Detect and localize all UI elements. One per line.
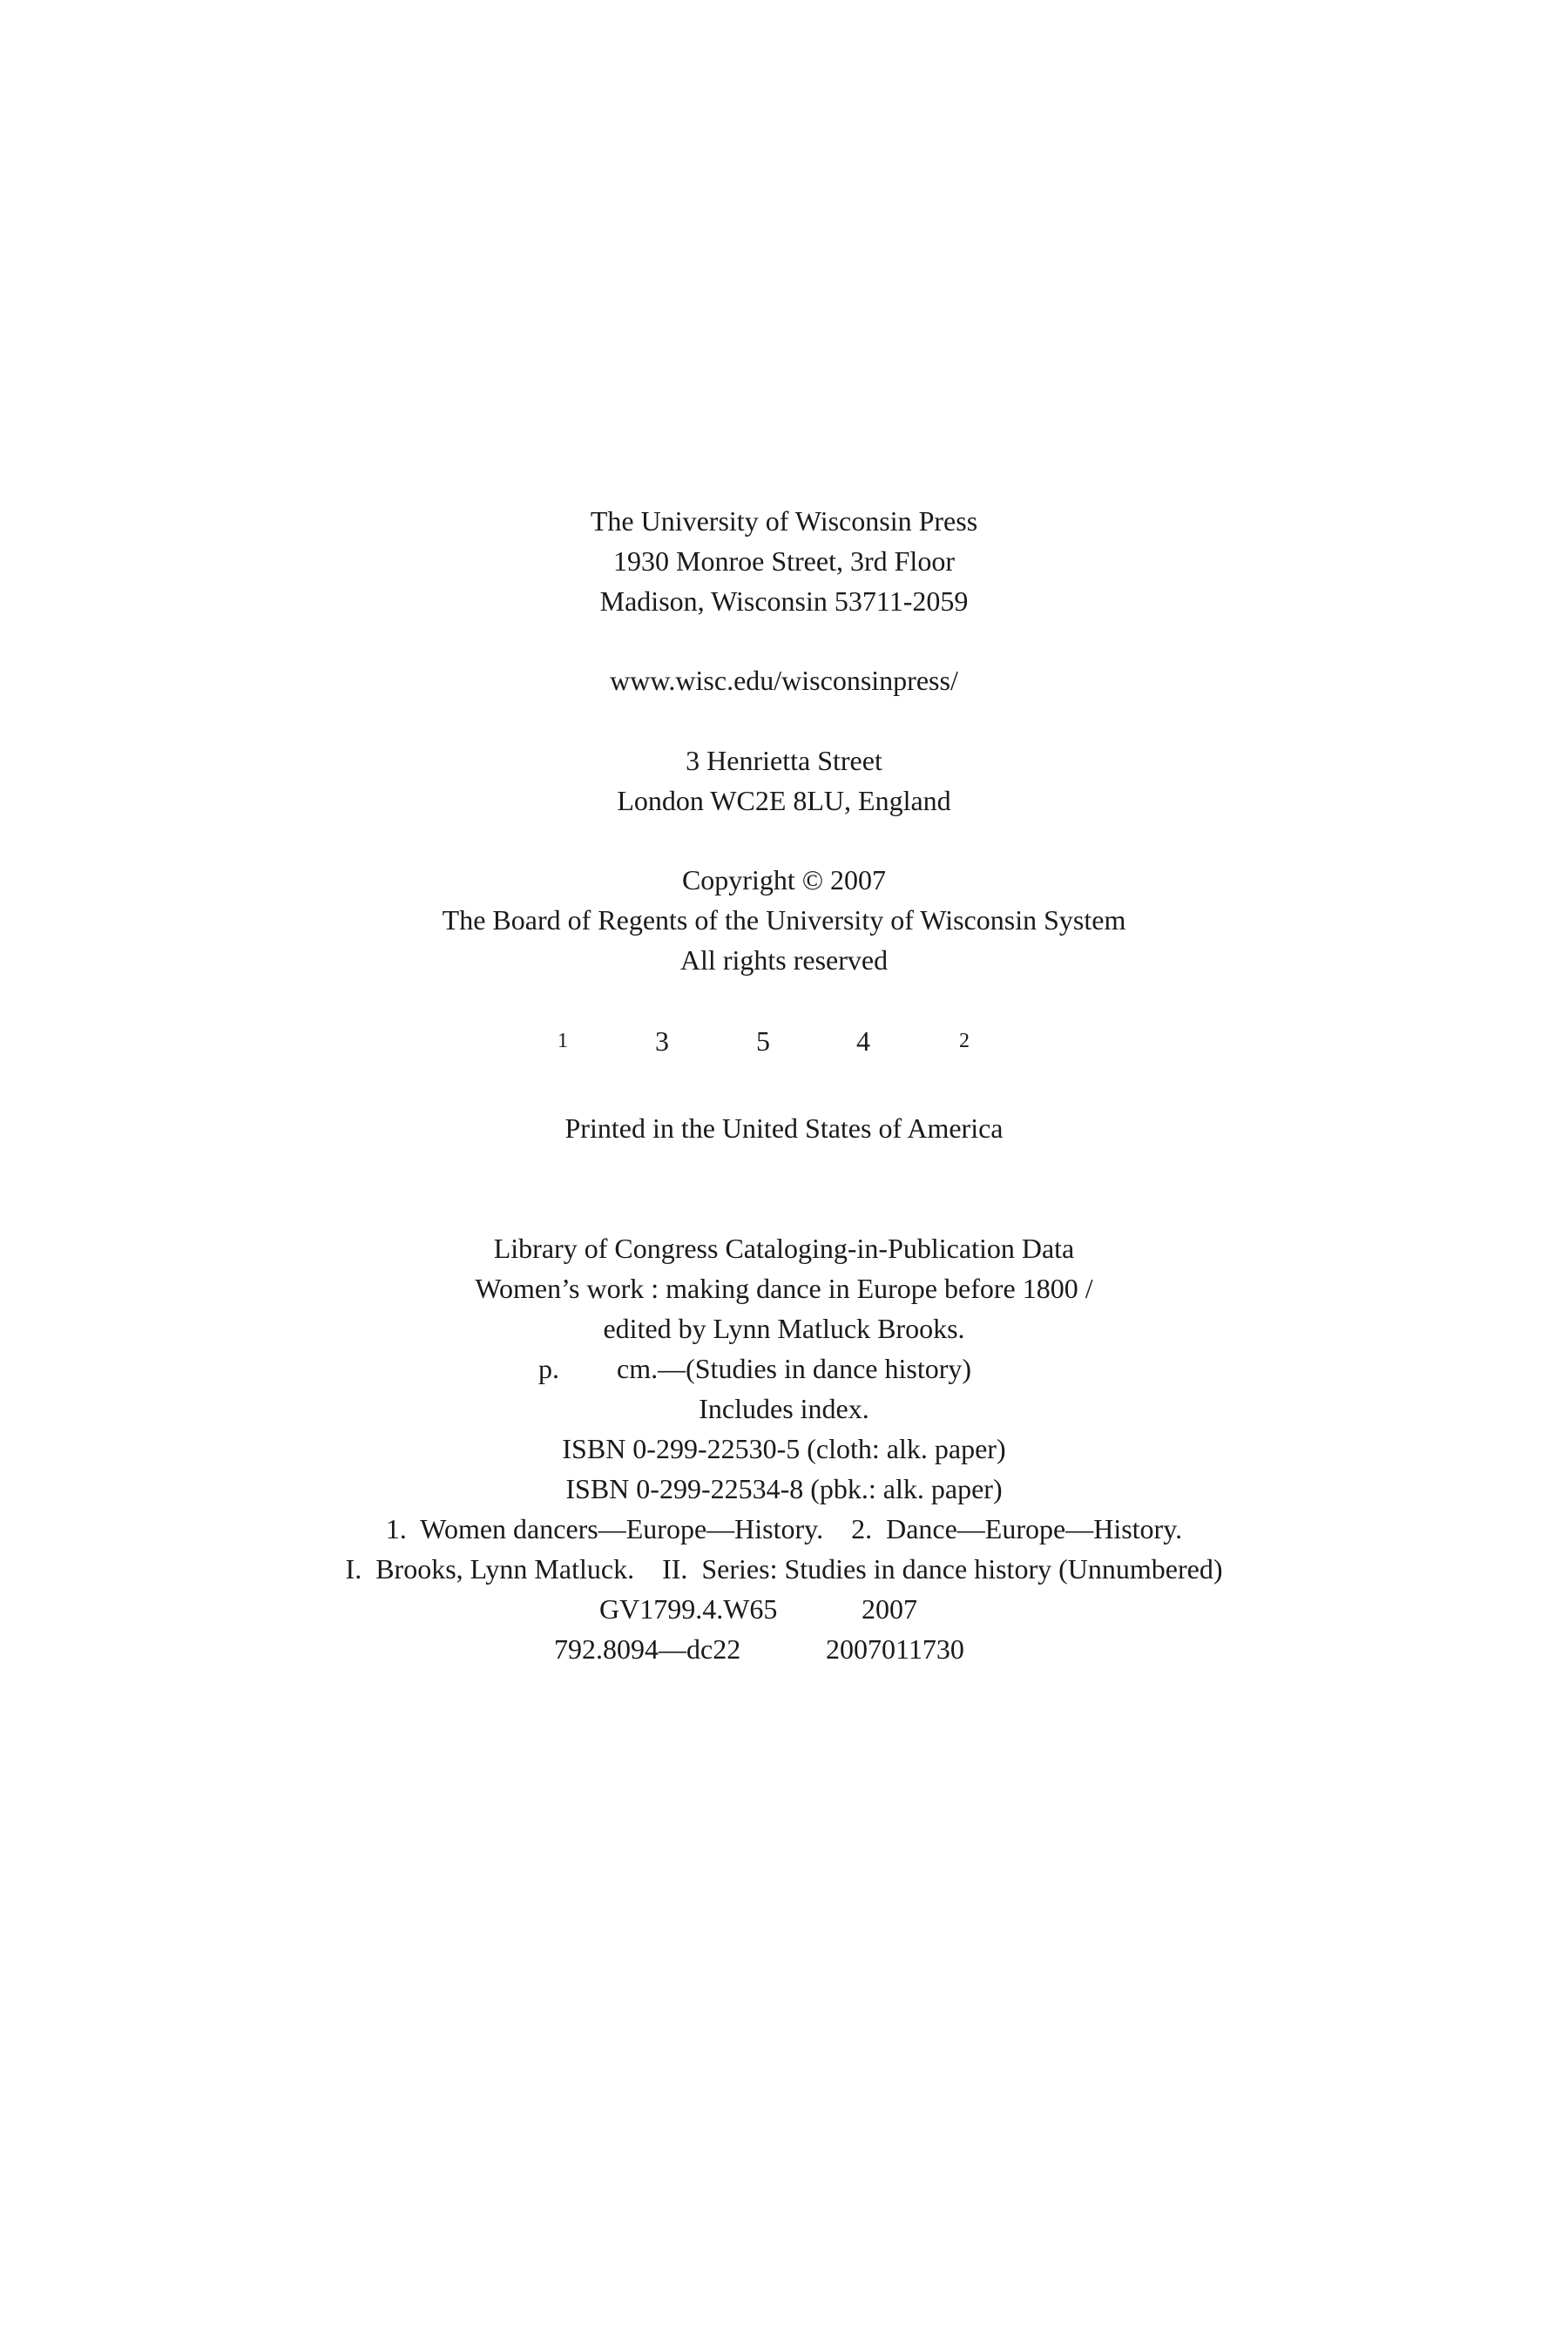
cip-isbn-cloth: ISBN 0-299-22530-5 (cloth: alk. paper) xyxy=(562,1433,1006,1464)
london-street: 3 Henrietta Street xyxy=(686,745,882,776)
publisher-website xyxy=(0,660,1568,700)
publisher-name: The University of Wisconsin Press xyxy=(590,505,978,537)
london-address xyxy=(0,740,1568,821)
london-city: London WC2E 8LU, England xyxy=(617,785,951,816)
printed-in xyxy=(0,1108,1568,1148)
cip-physical-cm: cm.—(Studies in dance history) xyxy=(617,1353,972,1384)
cip-lc-year: 2007 xyxy=(862,1593,917,1625)
printing-number: 5 xyxy=(756,1025,770,1057)
cip-added-entries: I. Brooks, Lynn Matluck. II. Series: Studies in dance history (Unnumbered) xyxy=(345,1553,1223,1585)
cip-title: Women’s work : making dance in Europe before 1800 / xyxy=(475,1273,1093,1304)
printing-number: 2 xyxy=(959,1030,970,1052)
cip-dewey: 792.8094—dc22 xyxy=(554,1633,741,1665)
cip-physical-p: p. xyxy=(538,1353,559,1384)
publisher-address xyxy=(0,501,1568,621)
cip-editor: edited by Lynn Matluck Brooks. xyxy=(603,1313,965,1344)
rights-reserved: All rights reserved xyxy=(679,944,889,976)
copyright-notice xyxy=(0,860,1568,980)
cip-isbn-pbk: ISBN 0-299-22534-8 (pbk.: alk. paper) xyxy=(565,1473,1003,1504)
cip-lccn: 2007011730 xyxy=(826,1633,964,1665)
copyright-holder: The Board of Regents of the University of Wisconsin System xyxy=(442,904,1126,936)
website-url: www.wisc.edu/wisconsinpress/ xyxy=(610,665,958,696)
publisher-city: Madison, Wisconsin 53711-2059 xyxy=(599,585,969,617)
printing-numbers xyxy=(0,1021,1568,1061)
printed-in-line: Printed in the United States of America xyxy=(564,1112,1004,1144)
cip-heading: Library of Congress Cataloging-in-Publication Data xyxy=(493,1233,1075,1264)
printing-number: 4 xyxy=(856,1025,870,1057)
cip-includes: Includes index. xyxy=(699,1393,869,1424)
printing-number: 3 xyxy=(655,1025,669,1057)
copyright-line: Copyright © 2007 xyxy=(681,864,887,896)
printing-number: 1 xyxy=(558,1030,568,1052)
cip-subjects: 1. Women dancers—Europe—History. 2. Dance—Europe—History. xyxy=(385,1513,1183,1544)
publisher-street: 1930 Monroe Street, 3rd Floor xyxy=(613,545,955,577)
cip-lc-class: GV1799.4.W65 xyxy=(599,1593,778,1625)
